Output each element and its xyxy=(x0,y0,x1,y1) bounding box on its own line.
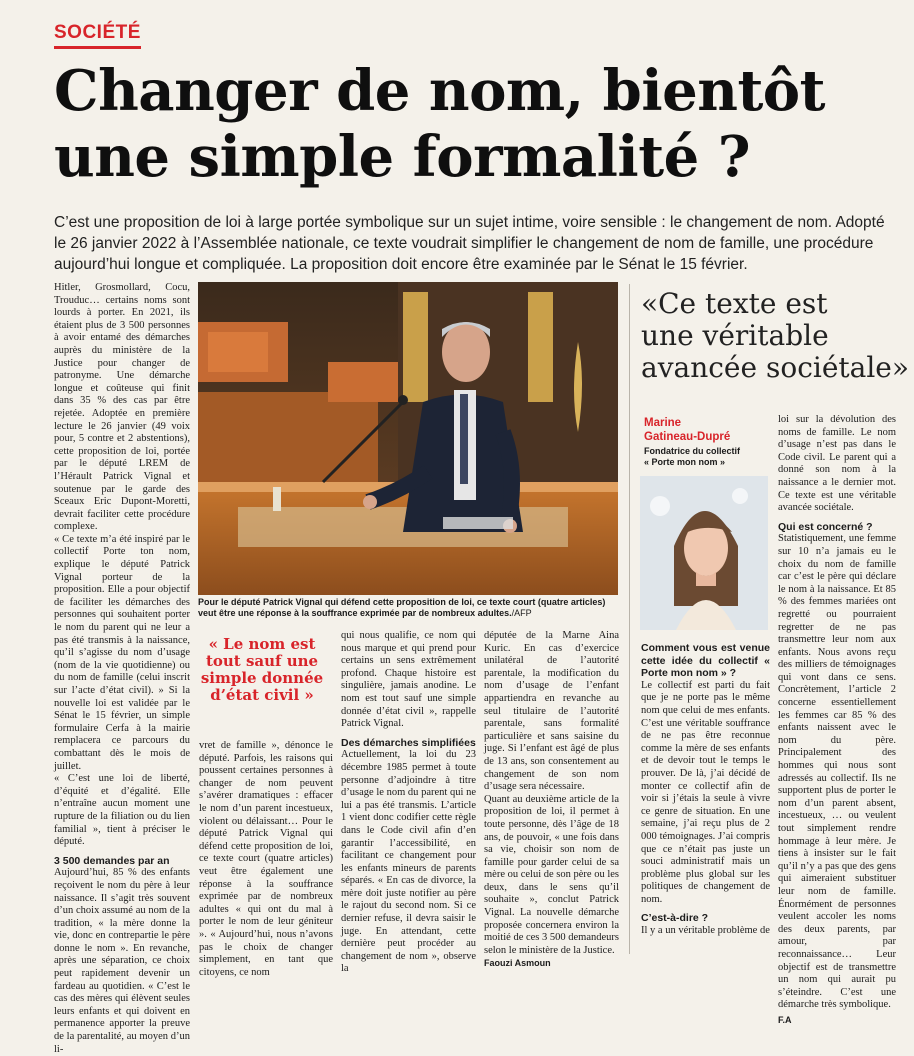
interview-column-right xyxy=(778,414,896,1025)
paragraph: Actuellement, la loi du 23 décembre 1985 permet à toute personne d’adjoindre à titre d’usage le nom du parent qui ne lui a pas été transmis. L’article 1 vient donc codifier cette règle dans le Code civil afin d’en garantir l’accessibilité, en facilitant ce changement pour les enfants mineurs de parents séparés. « En cas de divorce, la mère doit juste notifier au père le rajout du second nom. Si ce dernier refuse, il devra saisir le juge. En attendant, cette dernière peut procéder au changement de nom », observe la xyxy=(341,749,476,975)
subheading: 3 500 demandes par an xyxy=(54,854,170,867)
interview-column-left xyxy=(641,642,770,954)
paragraph: Aujourd’hui, 85 % des enfants reçoivent le nom du père à leur naissance. Il s’agit très souvent d’un choix assumé au nom de la tradition, « la mère donne la vie, donc en contrepartie le père donne le nom ». En revanche, après une séparation, ce choix peut rapidement devenir un fardeau au quotidien. « C’est le cas des mères qui élèvent seules leurs enfants et qui doivent en permanence apporter la preuve de la parentalité, au moyen d’un li- xyxy=(54,867,190,1055)
article-column-2 xyxy=(199,740,333,978)
quote-line: avancée sociétale» xyxy=(641,351,909,384)
caption-text: Pour le député Patrick Vignal qui défend cette proposition de loi, ce texte court (quatre articles) veut être une réponse à la souffrance exprimée par de nombreux adultes. xyxy=(198,597,606,618)
interviewee-portrait xyxy=(640,476,768,630)
interview-answer: Le collectif est parti du fait que je ne porte pas le même nom que celui de mes enfants. C’est une véritable souffrance de ne pas être reconnue comme la mère de ses enfants et de devoir tout le temps le prouver. De là, j’ai décidé de monter ce collectif afin de voir si j’étais la seule à vivre ce genre de situation. En une semaine, j’ai reçu plus de 2 000 témoignages. J’ai compris que ce n’était pas juste un souci administratif mais un problème plus global sur les politiques de changement de nom. xyxy=(641,679,770,905)
article-column-3 xyxy=(341,630,476,975)
interview-question: Qui est concerné ? xyxy=(778,520,873,533)
photo-credit: /AFP xyxy=(511,608,532,618)
pull-quote: « Le nom est tout sauf une simple donnée d’état civil » xyxy=(200,635,324,704)
paragraph: « C’est une loi de liberté, d’équité et d’égalité. Elle n’entraîne aucun moment une rupture de la filiation ou du lien familial », tient à préciser le député. xyxy=(54,773,190,848)
article-column-1 xyxy=(54,282,190,1055)
column-divider xyxy=(629,284,630,954)
interview-answer: Il y a un véritable problème de xyxy=(641,925,770,937)
paragraph: Hitler, Grosmollard, Cocu, Trouduc… certains noms sont lourds à porter. En 2021, ils étaient plus de 3 500 personnes à avoir entamé des démarches auprès du ministère de la Justice pour changer de patronyme. Une démarche longue et coûteuse qui finit dans 35 % des cas par être rejetée. Adoptée en première lecture le 26 janvier (49 voix pour, 5 contre et 2 abstentions), cette proposition de loi, portée par le député LREM de l’Hérault Patrick Vignal et soutenue par le garde des Sceaux Eric Dupont-Moretti, devrait faciliter cette procédure complexe. xyxy=(54,282,190,533)
photo-caption xyxy=(198,597,618,619)
headline-line-2: une simple formalité ? xyxy=(54,124,750,190)
name-line: Marine xyxy=(644,417,682,429)
portrait-illustration xyxy=(640,476,768,630)
quote-line: «Ce texte est xyxy=(641,287,828,320)
byline: Faouzi Asmoun xyxy=(484,958,551,969)
interview-question: Comment vous est venue cette idée du collectif « Porte mon nom » ? xyxy=(641,642,770,680)
interview-answer: loi sur la dévolution des noms de famille. Le nom d’usage n’est pas dans le Code civil. Le parent qui a donné son nom à la naissance a le dernier mot. Ce texte est une véritable avancée sociétale. xyxy=(778,414,896,514)
role-line: « Porte mon nom » xyxy=(644,457,726,467)
article-lede: C’est une proposition de loi à large portée symbolique sur un sujet intime, voire sensible : le changement de nom. Adopté le 26 janvier 2022 à l’Assemblée nationale, ce texte voudrait simplifier le changement de nom de famille, une procédure aujourd’hui longue et compliquée. La proposition doit encore être examinée par le Sénat le 15 février. xyxy=(54,214,885,273)
name-line: Gatineau-Dupré xyxy=(644,431,731,443)
article-column-4 xyxy=(484,630,620,969)
photo-illustration xyxy=(198,282,618,595)
interview-answer: Statistiquement, une femme sur 10 n’a jamais eu le choix du nom de famille car c’est le père qui déclare le nom à la naissance. Et 85 % des femmes mariées ont regretté ou pourraient regretter de ne pas transmettre leur nom aux enfants. Nous avons reçu des milliers de témoignages qui vont dans ce sens. Concrètement, l’article 2 concerne essentiellement les femmes car 85 % des enfants naissent avec le nom du père. Principalement des hommes qui nous sont adressés au collectif. Ils ne supportent plus de porter le nom d’un parent absent, incestueux, … ou veulent tout simplement rendre hommage à leur mère. Je tiens à insister sur le fait qu’il n’y a pas que des gens qui aimeraient substituer leur nom de famille. Énormément de personnes veulent accoler les noms des deux parents, par amour, par reconnaissance… Leur objectif est de transmettre un nom qui aurait pu s’éteindre. C’est une démarche très symbolique. xyxy=(778,533,896,1011)
photo-deputy-assembly xyxy=(198,282,618,595)
role-line: Fondatrice du collectif xyxy=(644,446,741,456)
section-label: SOCIÉTÉ xyxy=(54,22,141,49)
interview-question: C’est-à-dire ? xyxy=(641,912,709,925)
paragraph: députée de la Marne Aina Kuric. En cas d’exercice unilatéral de l’autorité parentale, la modification du nom d’usage de l’enfant appartiendra en revanche au seul titulaire de l’autorité parentale, sans formalité particulière et sans saisine du juge. Si l’enfant est âgé de plus de 13 ans, son consentement au changement de son nom d’usage sera nécessaire. xyxy=(484,630,619,793)
headline-line-1: Changer de nom, bientôt xyxy=(54,58,826,124)
subheading: Des démarches simplifiées xyxy=(341,736,476,749)
author-initials: F.A xyxy=(778,1014,792,1025)
interview-headline-quote xyxy=(641,287,909,384)
paragraph: « Ce texte m’a été inspiré par le collectif Porte ton nom, explique le député Patrick Vignal porteur de la proposition. Elle a pour objectif de faciliter les démarches des personnes qui souhaitent porter le nom du parent qui ne leur a pas été transmis à la naissance, qu’il s’agisse du nom d’usage (nom de la vie quotidienne) ou du nom de famille (celui inscrit sur l’acte d’état civil). » Si la nouvelle loi est validée par le Sénat le 15 février, un simple formulaire Cerfa à la mairie remplacera ce parcours du combattant dès le mois de juillet. xyxy=(54,533,190,772)
interviewee-role xyxy=(644,446,740,468)
article-headline xyxy=(54,58,914,190)
paragraph: qui nous qualifie, ce nom qui nous marque et qui prend pour certains un sens extrêmement profond. Chaque histoire est singulière, jamais anodine. Le nom est tout sauf une simple donnée d’état civil », rappelle Patrick Vignal. xyxy=(341,630,476,730)
interviewee-name xyxy=(644,416,730,444)
paragraph: vret de famille », dénonce le député. Parfois, les raisons qui poussent certaines personnes à changer de nom peuvent s’avérer dramatiques : effacer le nom d’un parent incestueux, violent ou délaissant… Pour le député Patrick Vignal qui défend cette proposition de loi, ce texte court (quatre articles) veut être également une réponse à la souffrance exprimée par de nombreux adultes « qui ont du mal à porter le nom de leur géniteur ». « Aujourd’hui, nous n’avons pas le choix de changer simplement, en tant que citoyens, ce nom xyxy=(199,740,333,978)
quote-line: une véritable xyxy=(641,319,829,352)
paragraph: Quant au deuxième article de la proposition de loi, il permet à toute personne, dès l’âge de 18 ans, de pouvoir, « une fois dans sa vie, choisir son nom de famille pour garder celui de sa mère ou celui de son père ou les deux, dans le sens qu’il souhaite », conclut Patrick Vignal. La nouvelle démarche proposée concernera environ la moitié de ces 3 500 demandeurs selon le ministère de la Justice. xyxy=(484,793,620,956)
